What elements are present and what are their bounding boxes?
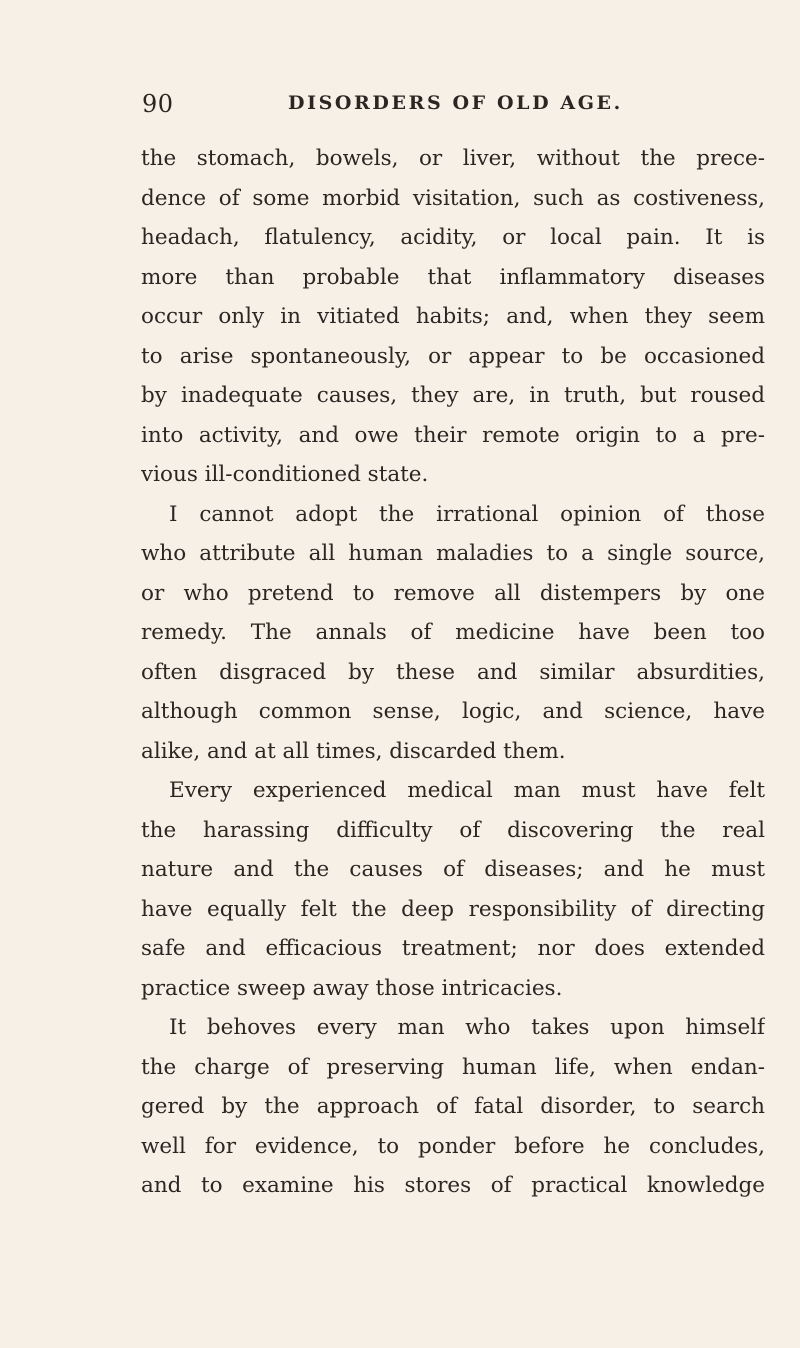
text-line: although common sense, logic, and science, have	[141, 699, 765, 724]
text-line: alike, and at all times, discarded them.	[141, 738, 566, 764]
text-line: It behoves every man who takes upon himself	[169, 1015, 765, 1040]
text-line: Every experienced medical man must have felt	[169, 778, 765, 803]
text-line: by inadequate causes, they are, in truth, but roused	[141, 383, 765, 408]
running-head: DISORDERS OF OLD AGE.	[288, 92, 623, 114]
text-line: vious ill-conditioned state.	[141, 462, 429, 487]
text-line: who attribute all human maladies to a single source,	[141, 541, 765, 566]
text-line: into activity, and owe their remote origin to a pre-	[141, 422, 765, 448]
page-number: 90	[142, 90, 174, 118]
text-line: to arise spontaneously, or appear to be occasioned	[141, 343, 765, 369]
text-line: more than probable that inflammatory diseases	[141, 264, 765, 290]
text-line: or who pretend to remove all distempers by one	[141, 580, 765, 606]
text-line: well for evidence, to ponder before he concludes,	[141, 1133, 765, 1159]
text-line: have equally felt the deep responsibility of directing	[141, 896, 765, 922]
text-line: headach, flatulency, acidity, or local pain. It is	[141, 225, 765, 250]
body-text	[141, 139, 765, 1206]
text-line: often disgraced by these and similar absurdities,	[141, 659, 765, 685]
text-line: dence of some morbid visitation, such as costiveness,	[141, 185, 765, 211]
text-line: nature and the causes of diseases; and he must	[141, 857, 765, 882]
text-line: gered by the approach of fatal disorder, to search	[141, 1094, 765, 1119]
text-line: I cannot adopt the irrational opinion of those	[169, 501, 765, 527]
text-line: and to examine his stores of practical knowledge	[141, 1173, 765, 1198]
text-line: the stomach, bowels, or liver, without the prece-	[141, 146, 765, 171]
text-line: remedy. The annals of medicine have been too	[141, 620, 765, 645]
text-line: occur only in vitiated habits; and, when they seem	[141, 304, 765, 329]
text-line: practice sweep away those intricacies.	[141, 975, 563, 1001]
text-line: safe and efficacious treatment; nor does extended	[141, 936, 765, 961]
page-header	[142, 90, 762, 120]
text-line: the harassing difficulty of discovering the real	[141, 817, 765, 843]
text-line: the charge of preserving human life, when endan-	[141, 1054, 765, 1080]
